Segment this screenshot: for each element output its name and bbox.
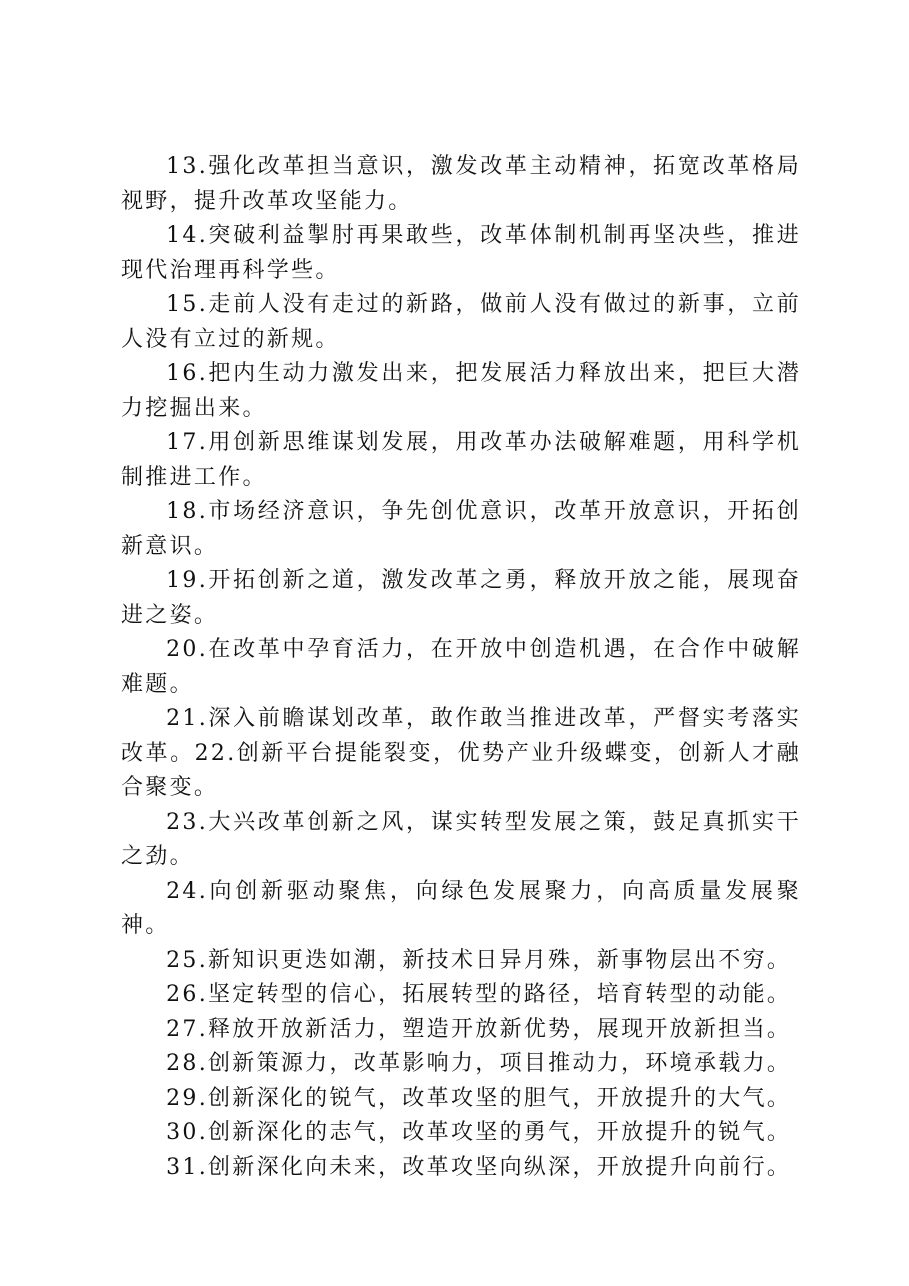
paragraph-15: 15.走前人没有走过的新路，做前人没有做过的新事，立前人没有立过的新规。 [121,292,801,352]
paragraph-29: 29.创新深化的锐气，改革攻坚的胆气，开放提升的大气。 [166,1085,792,1111]
paragraph-17: 17.用创新思维谋划发展，用改革办法破解难题，用科学机制推进工作。 [121,430,801,490]
document-body [121,150,801,1185]
paragraph-27: 27.释放开放新活力，塑造开放新优势，展现开放新担当。 [166,1016,792,1042]
paragraph-16: 16.把内生动力激发出来，把发展活力释放出来，把巨大潜力挖掘出来。 [121,361,801,421]
paragraph-18: 18.市场经济意识，争先创优意识，改革开放意识，开拓创新意识。 [121,499,801,559]
paragraph-30: 30.创新深化的志气，改革攻坚的勇气，开放提升的锐气。 [166,1120,792,1145]
paragraph-31: 31.创新深化向未来，改革攻坚向纵深，开放提升向前行。 [166,1154,792,1180]
paragraph-24: 24.向创新驱动聚焦，向绿色发展聚力，向高质量发展聚神。 [121,878,801,938]
paragraph-14: 14.突破利益掣肘再果敢些，改革体制机制再坚决些，推进现代治理再科学些。 [121,223,801,283]
paragraph-13: 13.强化改革担当意识，激发改革主动精神，拓宽改革格局视野，提升改革攻坚能力。 [121,154,801,214]
paragraph-23: 23.大兴改革创新之风，谋实转型发展之策，鼓足真抓实干之劲。 [121,809,801,869]
paragraph-19: 19.开拓创新之道，激发改革之勇，释放开放之能，展现奋进之姿。 [121,568,801,628]
paragraph-21-22: 21.深入前瞻谋划改革，敢作敢当推进改革，严督实考落实改革。22.创新平台提能裂变，优势产业升级蝶变，创新人才融合聚变。 [121,706,801,800]
paragraph-20: 20.在改革中孕育活力，在开放中创造机遇，在合作中破解难题。 [121,637,801,697]
paragraph-26: 26.坚定转型的信心，拓展转型的路径，培育转型的动能。 [166,982,792,1007]
paragraph-25: 25.新知识更迭如潮，新技术日异月殊，新事物层出不穷。 [166,947,792,973]
paragraph-28: 28.创新策源力，改革影响力，项目推动力，环境承载力。 [166,1051,792,1076]
